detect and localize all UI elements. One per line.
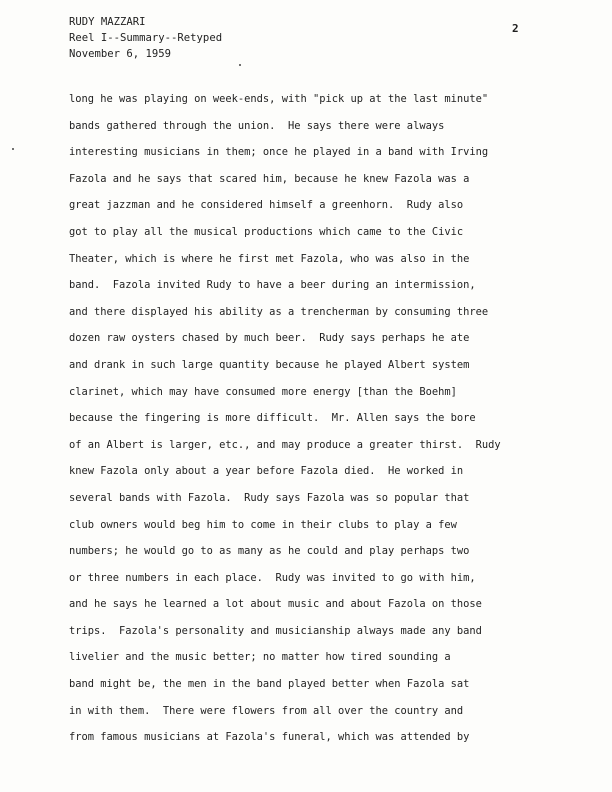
document-header [69, 14, 222, 62]
text-line: great jazzman and he considered himself a greenhorn. Rudy also [69, 199, 464, 212]
text-line: and drank in such large quantity because he played Albert system [69, 358, 470, 371]
text-line: and there displayed his ability as a trencherman by consuming three [69, 305, 489, 318]
header-reel: Reel I--Summary--Retyped [69, 32, 223, 44]
text-line: long he was playing on week-ends, with "pick up at the last minute" [69, 93, 489, 105]
text-line: band might be, the men in the band played better when Fazola sat [69, 678, 470, 691]
text-line: numbers; he would go to as many as he could and play perhaps two [69, 545, 470, 558]
text-line: because the fingering is more difficult. Mr. Allen says the bore [69, 412, 476, 425]
scan-speck [12, 148, 14, 150]
text-line: dozen raw oysters chased by much beer. Rudy says perhaps he ate [69, 332, 470, 345]
text-line: Fazola and he says that scared him, because he knew Fazola was a [69, 172, 470, 185]
text-line: band. Fazola invited Rudy to have a beer during an intermission, [69, 279, 476, 292]
text-line: knew Fazola only about a year before Fazola died. He worked in [69, 465, 464, 478]
scan-speck [239, 64, 241, 66]
text-line: clarinet, which may have consumed more energy [than the Boehm] [69, 385, 457, 398]
text-line: bands gathered through the union. He says there were always [69, 119, 445, 132]
text-line: club owners would beg him to come in their clubs to play a few [69, 518, 457, 531]
text-line: got to play all the musical productions which came to the Civic [69, 225, 464, 238]
text-line: in with them. There were flowers from all over the country and [69, 704, 464, 717]
text-line: several bands with Fazola. Rudy says Fazola was so popular that [69, 491, 470, 504]
text-line: livelier and the music better; no matter how tired sounding a [69, 651, 451, 664]
text-line: trips. Fazola's personality and musicianship always made any band [69, 624, 482, 637]
body-text [69, 86, 569, 751]
header-name: RUDY MAZZARI [69, 16, 146, 28]
text-line: from famous musicians at Fazola's funeral, which was attended by [69, 731, 470, 744]
text-line: interesting musicians in them; once he played in a band with Irving [69, 146, 489, 159]
text-line: of an Albert is larger, etc., and may produce a greater thirst. Rudy [69, 438, 501, 451]
text-line: Theater, which is where he first met Fazola, who was also in the [69, 252, 470, 265]
header-date: November 6, 1959 [69, 48, 172, 60]
text-line: and he says he learned a lot about music and about Fazola on those [69, 598, 482, 611]
page-number: 2 [512, 22, 519, 35]
text-line: or three numbers in each place. Rudy was invited to go with him, [69, 571, 476, 584]
